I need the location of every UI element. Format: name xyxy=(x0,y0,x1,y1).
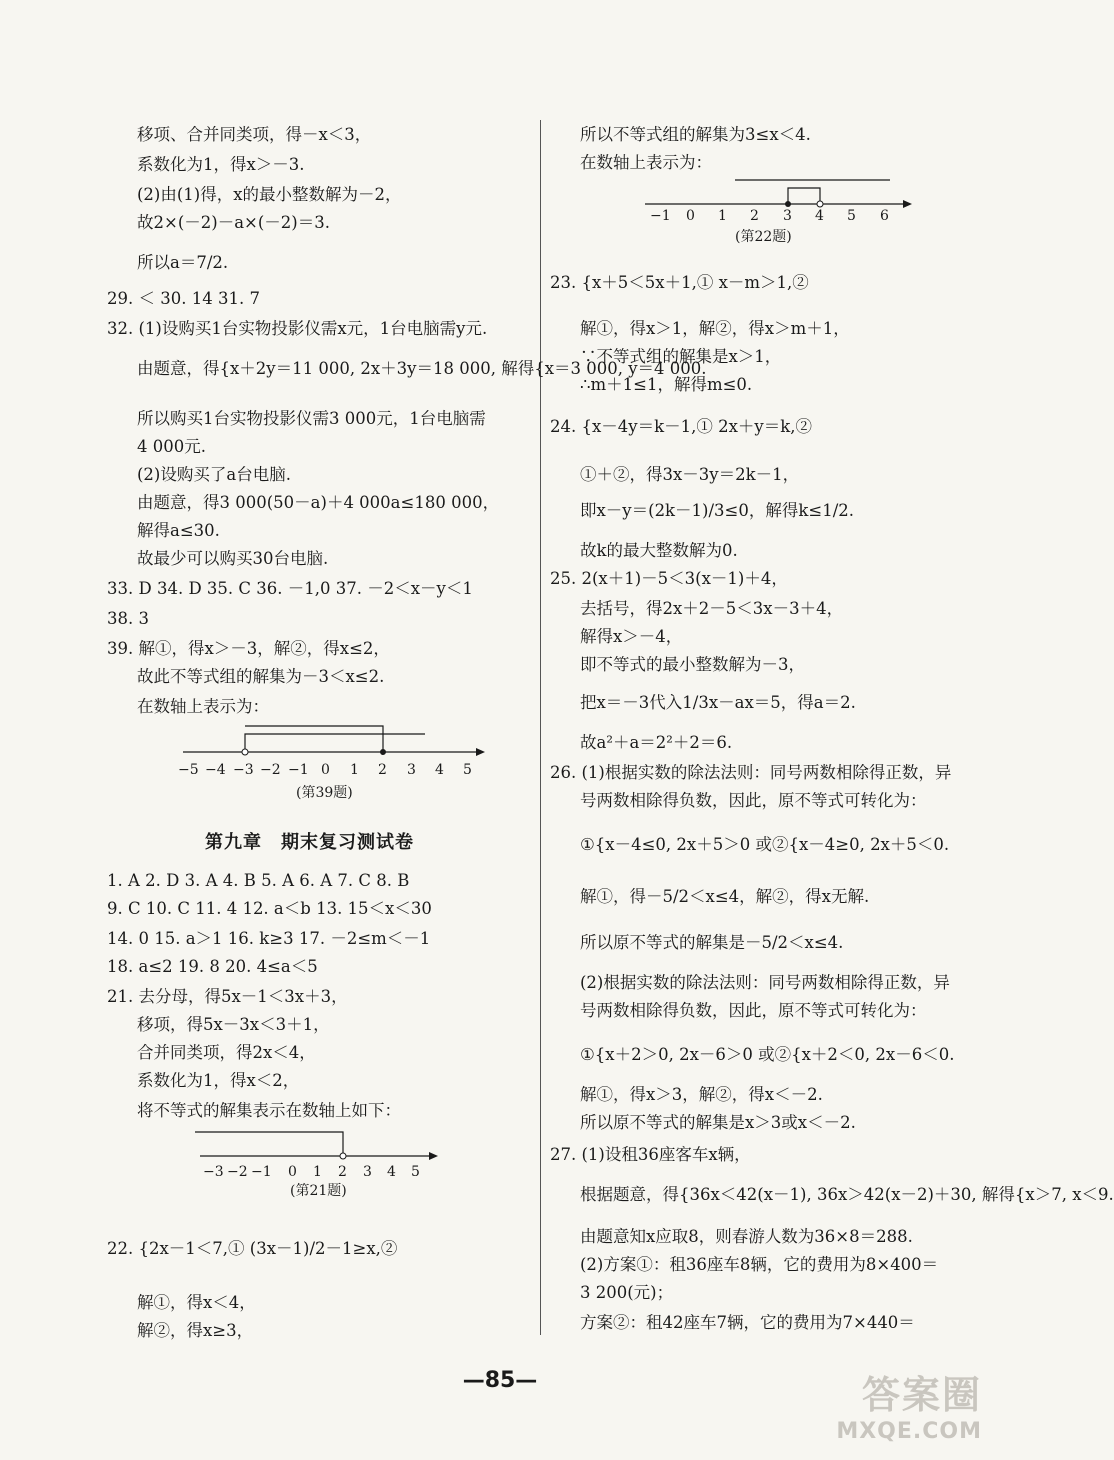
problem-32-line: 4 000元. xyxy=(137,437,206,456)
answer-line: 18. a≤2 19. 8 20. 4≤a＜5 xyxy=(107,957,318,976)
svg-text:−1: −1 xyxy=(650,208,671,224)
problem-24-line: ①＋②，得3x－3y＝2k－1， xyxy=(580,465,800,484)
problem-24-line: 即x－y＝(2k－1)/3≤0，解得k≤1/2. xyxy=(580,501,854,520)
problem-26-line: 26. (1)根据实数的除法法则：同号两数相除得正数，异 xyxy=(550,763,952,782)
figure-caption: (第39题) xyxy=(296,785,353,801)
answer-line: 1. A 2. D 3. A 4. B 5. A 6. A 7. C 8. B xyxy=(107,871,410,890)
problem-22-line: 22. {2x－1＜7,① (3x－1)/2－1≥x,② xyxy=(107,1239,398,1258)
svg-text:0: 0 xyxy=(686,208,695,224)
svg-text:−4: −4 xyxy=(205,762,226,778)
watermark-site: MXQE.COM xyxy=(836,1419,982,1444)
problem-26-line: 所以原不等式的解集是－5/2＜x≤4. xyxy=(580,933,844,952)
problem-21-line: 将不等式的解集表示在数轴上如下： xyxy=(137,1101,401,1120)
problem-26-line: 解①，得－5/2＜x≤4，解②，得x无解. xyxy=(580,887,870,906)
problem-23-line: 23. {x＋5＜5x＋1,① x－m＞1,② xyxy=(550,273,809,292)
svg-text:−3: −3 xyxy=(203,1164,224,1180)
problem-39-line: 39. 解①，得x＞－3，解②，得x≤2， xyxy=(107,639,390,658)
problem-25-line: 故a²＋a＝2²＋2＝6. xyxy=(580,733,733,752)
svg-text:−5: −5 xyxy=(178,762,199,778)
problem-25-line: 25. 2(x＋1)－5＜3(x－1)＋4， xyxy=(550,569,788,588)
number-line-21 xyxy=(195,1128,455,1184)
svg-text:0: 0 xyxy=(321,762,330,778)
text-line: 所以不等式组的解集为3≤x＜4. xyxy=(580,125,811,144)
answer-line: 38. 3 xyxy=(107,609,149,628)
svg-text:5: 5 xyxy=(847,208,856,224)
problem-23-line: ∵不等式组的解集是x＞1， xyxy=(580,347,782,366)
text-line: 故2×(－2)－a×(－2)＝3. xyxy=(137,213,330,232)
svg-text:4: 4 xyxy=(435,762,444,778)
problem-27-line: 27. (1)设租36座客车x辆， xyxy=(550,1145,751,1164)
problem-21-line: 系数化为1，得x＜2， xyxy=(137,1071,300,1090)
svg-text:5: 5 xyxy=(463,762,472,778)
problem-27-line: (2)方案①：租36座车8辆，它的费用为8×400＝ xyxy=(580,1255,939,1274)
problem-26-line: 解①，得x＞3，解②，得x＜－2. xyxy=(580,1085,823,1104)
problem-22-line: 解①，得x＜4， xyxy=(137,1293,256,1312)
figure-caption: (第22题) xyxy=(735,229,792,245)
watermark xyxy=(836,1364,982,1444)
problem-26-line: ①{x＋2＞0, 2x－6＞0 或②{x＋2＜0, 2x－6＜0. xyxy=(580,1045,955,1064)
column-divider xyxy=(540,120,541,1335)
svg-text:−1: −1 xyxy=(288,762,309,778)
problem-21-line: 合并同类项，得2x＜4， xyxy=(137,1043,316,1062)
problem-32-line: 所以购买1台实物投影仪需3 000元，1台电脑需 xyxy=(137,409,486,428)
svg-text:2: 2 xyxy=(750,208,759,224)
chapter-title: 第九章 期末复习测试卷 xyxy=(205,832,414,853)
problem-21-line: 移项，得5x－3x＜3＋1， xyxy=(137,1015,330,1034)
problem-26-line: 号两数相除得负数，因此，原不等式可转化为： xyxy=(580,791,927,810)
problem-32-line: 由题意，得3 000(50－a)＋4 000a≤180 000， xyxy=(137,493,500,512)
svg-text:2: 2 xyxy=(378,762,387,778)
problem-22-line: 解②，得x≥3， xyxy=(137,1321,254,1340)
problem-27-line: 根据题意，得{36x＜42(x－1), 36x＞42(x－2)＋30, 解得{x＞7, x＜9. xyxy=(580,1185,1114,1204)
answer-line: 9. C 10. C 11. 4 12. a＜b 13. 15＜x＜30 xyxy=(107,899,432,918)
problem-27-line: 由题意知x应取8，则春游人数为36×8＝288. xyxy=(580,1227,913,1246)
problem-26-line: ①{x－4≤0, 2x＋5＞0 或②{x－4≥0, 2x＋5＜0. xyxy=(580,835,950,854)
text-line: 在数轴上表示为： xyxy=(580,153,712,172)
problem-27-line: 3 200(元)； xyxy=(580,1283,674,1302)
problem-32-line: 解得a≤30. xyxy=(137,521,220,540)
problem-39-line: 在数轴上表示为： xyxy=(137,697,269,716)
svg-text:3: 3 xyxy=(783,208,792,224)
answer-line: 14. 0 15. a＞1 16. k≥3 17. －2≤m＜－1 xyxy=(107,929,431,948)
problem-32-line: (2)设购买了a台电脑. xyxy=(137,465,291,484)
number-line-39 xyxy=(175,720,495,780)
problem-25-line: 即不等式的最小整数解为－3， xyxy=(580,655,805,674)
svg-text:6: 6 xyxy=(880,208,889,224)
svg-text:−1: −1 xyxy=(251,1164,272,1180)
problem-32-line: 由题意，得{x＋2y＝11 000, 2x＋3y＝18 000, 解得{x＝3 000, y＝4 000. xyxy=(137,359,707,378)
problem-32-line: 32. (1)设购买1台实物投影仪需x元，1台电脑需y元. xyxy=(107,319,488,338)
problem-27-line: 方案②：租42座车7辆，它的费用为7×440＝ xyxy=(580,1313,915,1332)
problem-26-line: 所以原不等式的解集是x＞3或x＜－2. xyxy=(580,1113,856,1132)
answer-line: 33. D 34. D 35. C 36. －1,0 37. －2＜x－y＜1 xyxy=(107,579,473,598)
problem-25-line: 把x＝－3代入1/3x－ax＝5，得a＝2. xyxy=(580,693,856,712)
text-line: 系数化为1，得x＞－3. xyxy=(137,155,305,174)
problem-24-line: 24. {x－4y＝k－1,① 2x＋y＝k,② xyxy=(550,417,812,436)
svg-text:4: 4 xyxy=(387,1164,396,1180)
text-line: 移项、合并同类项，得－x＜3， xyxy=(137,125,372,144)
problem-32-line: 故最少可以购买30台电脑. xyxy=(137,549,329,568)
svg-text:2: 2 xyxy=(338,1164,347,1180)
svg-text:0: 0 xyxy=(288,1164,297,1180)
svg-text:1: 1 xyxy=(718,208,727,224)
svg-text:3: 3 xyxy=(407,762,416,778)
problem-25-line: 解得x＞－4， xyxy=(580,627,683,646)
svg-text:−2: −2 xyxy=(260,762,281,778)
problem-23-line: ∴m＋1≤1，解得m≤0. xyxy=(580,375,753,394)
number-line-22 xyxy=(640,176,920,222)
problem-25-line: 去括号，得2x＋2－5＜3x－3＋4， xyxy=(580,599,844,618)
watermark-logo: 答案圈 xyxy=(861,1373,982,1417)
answer-line: 29. ＜ 30. 14 31. 7 xyxy=(107,289,260,308)
problem-23-line: 解①，得x＞1，解②，得x＞m＋1， xyxy=(580,319,850,338)
svg-text:1: 1 xyxy=(350,762,359,778)
text-line: 所以a＝7/2. xyxy=(137,253,229,272)
svg-text:1: 1 xyxy=(313,1164,322,1180)
problem-21-line: 21. 去分母，得5x－1＜3x＋3， xyxy=(107,987,348,1006)
svg-text:5: 5 xyxy=(411,1164,420,1180)
svg-text:4: 4 xyxy=(815,208,824,224)
text-line: (2)由(1)得，x的最小整数解为－2， xyxy=(137,185,402,204)
problem-26-line: (2)根据实数的除法法则：同号两数相除得正数，异 xyxy=(580,973,950,992)
problem-39-line: 故此不等式组的解集为－3＜x≤2. xyxy=(137,667,385,686)
problem-24-line: 故k的最大整数解为0. xyxy=(580,541,738,560)
problem-26-line: 号两数相除得负数，因此，原不等式可转化为： xyxy=(580,1001,927,1020)
svg-text:−2: −2 xyxy=(227,1164,248,1180)
svg-text:3: 3 xyxy=(363,1164,372,1180)
page-number: —85— xyxy=(462,1368,538,1393)
svg-text:−3: −3 xyxy=(233,762,254,778)
figure-caption: (第21题) xyxy=(290,1183,347,1199)
